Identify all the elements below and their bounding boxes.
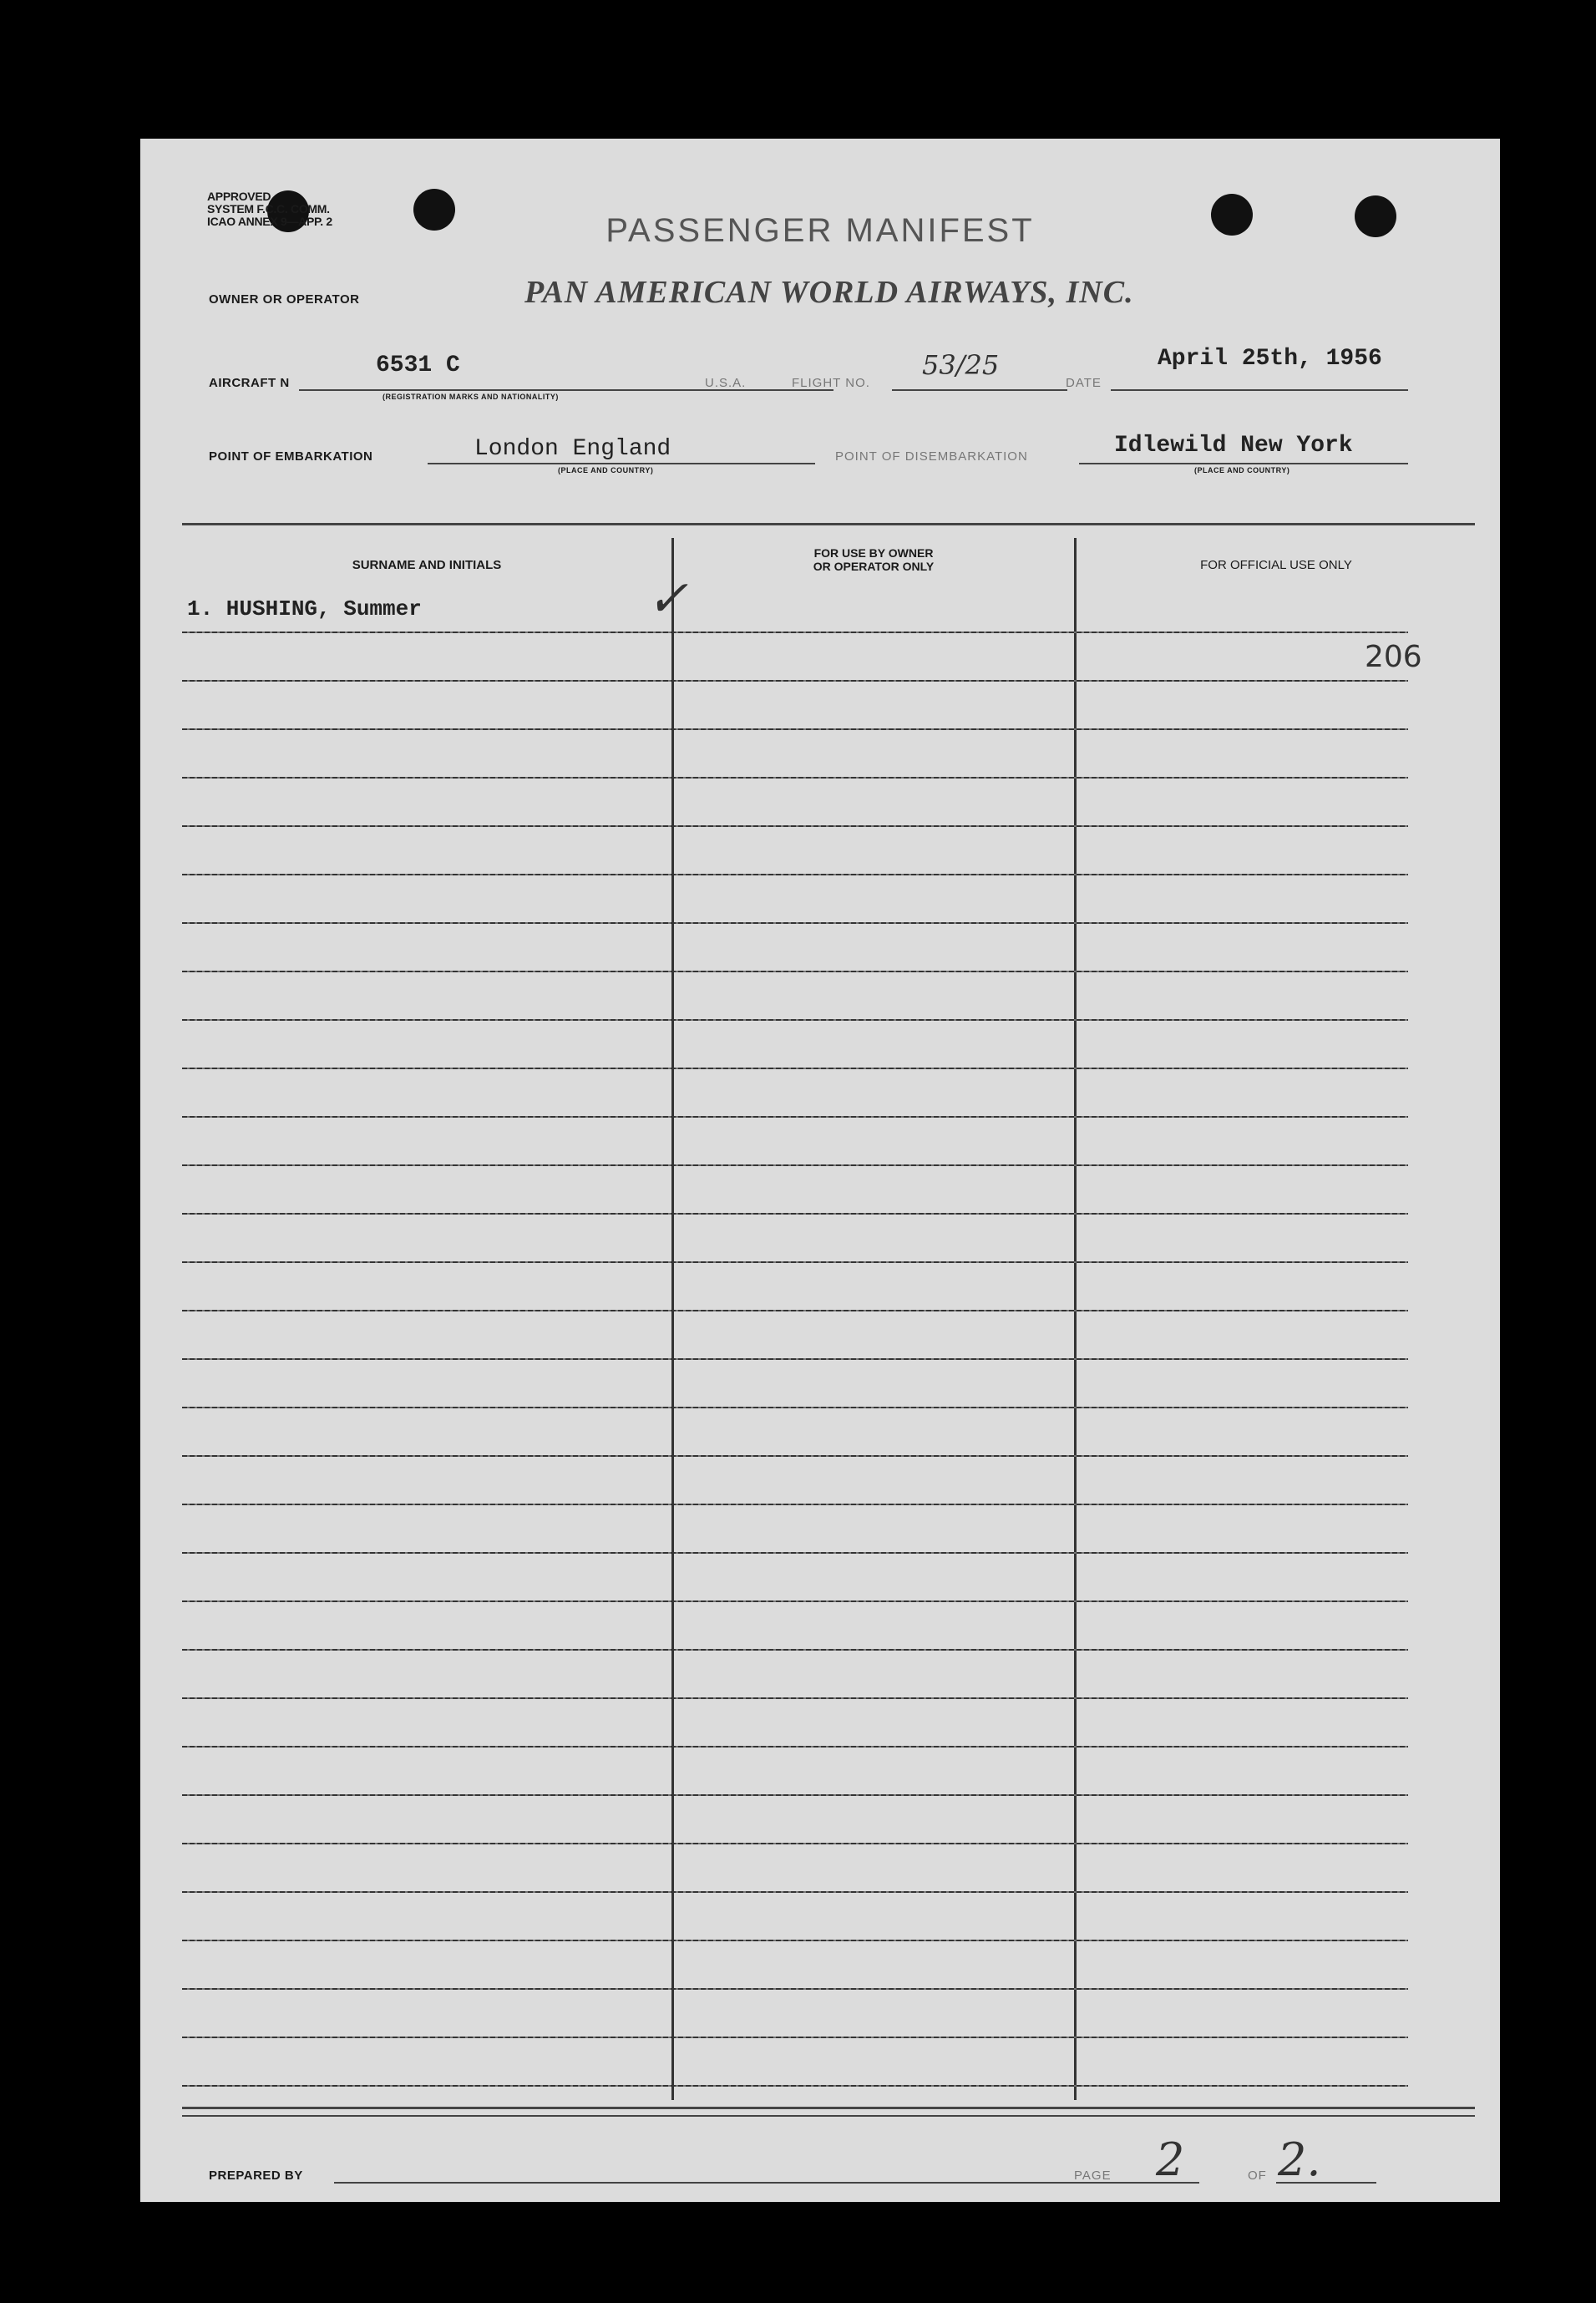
row-line — [182, 1310, 1408, 1311]
owner-column-header — [675, 546, 1072, 573]
date-underline — [1111, 389, 1408, 391]
row-line — [182, 1552, 1408, 1554]
row-line — [182, 728, 1408, 730]
disembarkation-underline — [1079, 463, 1408, 464]
disembarkation-value: Idlewild New York — [1114, 433, 1353, 459]
row-line — [182, 1940, 1408, 1941]
row-line — [182, 1697, 1408, 1699]
owner-column-header-line: OR OPERATOR ONLY — [813, 560, 935, 573]
page-label: PAGE — [1074, 2169, 1112, 2183]
date-label: DATE — [1066, 376, 1102, 390]
row-line — [182, 680, 1408, 682]
row-line — [182, 1164, 1408, 1166]
approval-line: SYSTEM F.C.C. COMM. — [207, 202, 330, 216]
row-line — [182, 2085, 1408, 2087]
table-bottom-border — [182, 2115, 1475, 2117]
of-label: OF — [1248, 2169, 1267, 2183]
embarkation-label: POINT OF EMBARKATION — [209, 449, 373, 464]
owner-label: OWNER OR OPERATOR — [209, 292, 360, 307]
usa-label: U.S.A. — [705, 376, 747, 390]
disembarkation-label: POINT OF DISEMBARKATION — [835, 449, 1028, 464]
row-line — [182, 1988, 1408, 1990]
place-caption: (PLACE AND COUNTRY) — [558, 466, 654, 474]
operator-name: PAN AMERICAN WORLD AIRWAYS, INC. — [524, 275, 1134, 310]
row-line — [182, 1891, 1408, 1893]
row-line — [182, 1213, 1408, 1215]
row-line — [182, 1358, 1408, 1360]
prepared-by-label: PREPARED BY — [209, 2169, 303, 2183]
of-value: 2. — [1278, 2133, 1321, 2186]
official-number: 206 — [1365, 640, 1422, 674]
flight-label: FLIGHT NO. — [792, 376, 870, 390]
row-line — [182, 2037, 1408, 2038]
row-line — [182, 825, 1408, 827]
registration-caption: (REGISTRATION MARKS AND NATIONALITY) — [383, 393, 559, 401]
row-line — [182, 632, 1408, 633]
row-line — [182, 1116, 1408, 1118]
row-line — [182, 1407, 1408, 1408]
column-divider — [671, 538, 674, 2100]
row-line — [182, 922, 1408, 924]
surname-column-header: SURNAME AND INITIALS — [352, 558, 502, 572]
page-value: 2 — [1156, 2133, 1185, 2186]
row-line — [182, 1504, 1408, 1505]
check-mark: ✓ — [646, 570, 689, 628]
date-value: April 25th, 1956 — [1158, 346, 1382, 372]
approval-line: APPROVED — [207, 190, 271, 203]
table-top-border — [182, 523, 1475, 525]
row-line — [182, 1261, 1408, 1263]
passenger-entry: 1. HUSHING, Summer — [187, 596, 422, 621]
row-line — [182, 1746, 1408, 1748]
row-line — [182, 1649, 1408, 1651]
embarkation-value: London England — [474, 436, 671, 462]
table-bottom-border — [182, 2107, 1475, 2109]
row-line — [182, 1019, 1408, 1021]
row-line — [182, 1794, 1408, 1796]
aircraft-value: 6531 C — [376, 353, 460, 378]
row-line — [182, 1843, 1408, 1844]
row-line — [182, 971, 1408, 972]
official-column-header: FOR OFFICIAL USE ONLY — [1200, 558, 1352, 572]
aircraft-label: AIRCRAFT N — [209, 376, 290, 390]
embarkation-underline — [428, 463, 815, 464]
place-caption: (PLACE AND COUNTRY) — [1194, 466, 1290, 474]
row-line — [182, 874, 1408, 875]
row-line — [182, 777, 1408, 779]
flight-value: 53/25 — [922, 349, 1000, 381]
flight-underline — [892, 389, 1067, 391]
form-title: PASSENGER MANIFEST — [605, 212, 1035, 249]
aircraft-underline — [299, 389, 833, 391]
owner-column-header-line: FOR USE BY OWNER — [813, 546, 934, 560]
prepared-by-underline — [334, 2182, 1199, 2184]
approval-line: ICAO ANNEX 9—APP. 2 — [207, 215, 332, 228]
manifest-page — [140, 139, 1500, 2202]
row-line — [182, 1600, 1408, 1602]
column-divider — [1074, 538, 1077, 2100]
row-line — [182, 1068, 1408, 1069]
row-line — [182, 1455, 1408, 1457]
